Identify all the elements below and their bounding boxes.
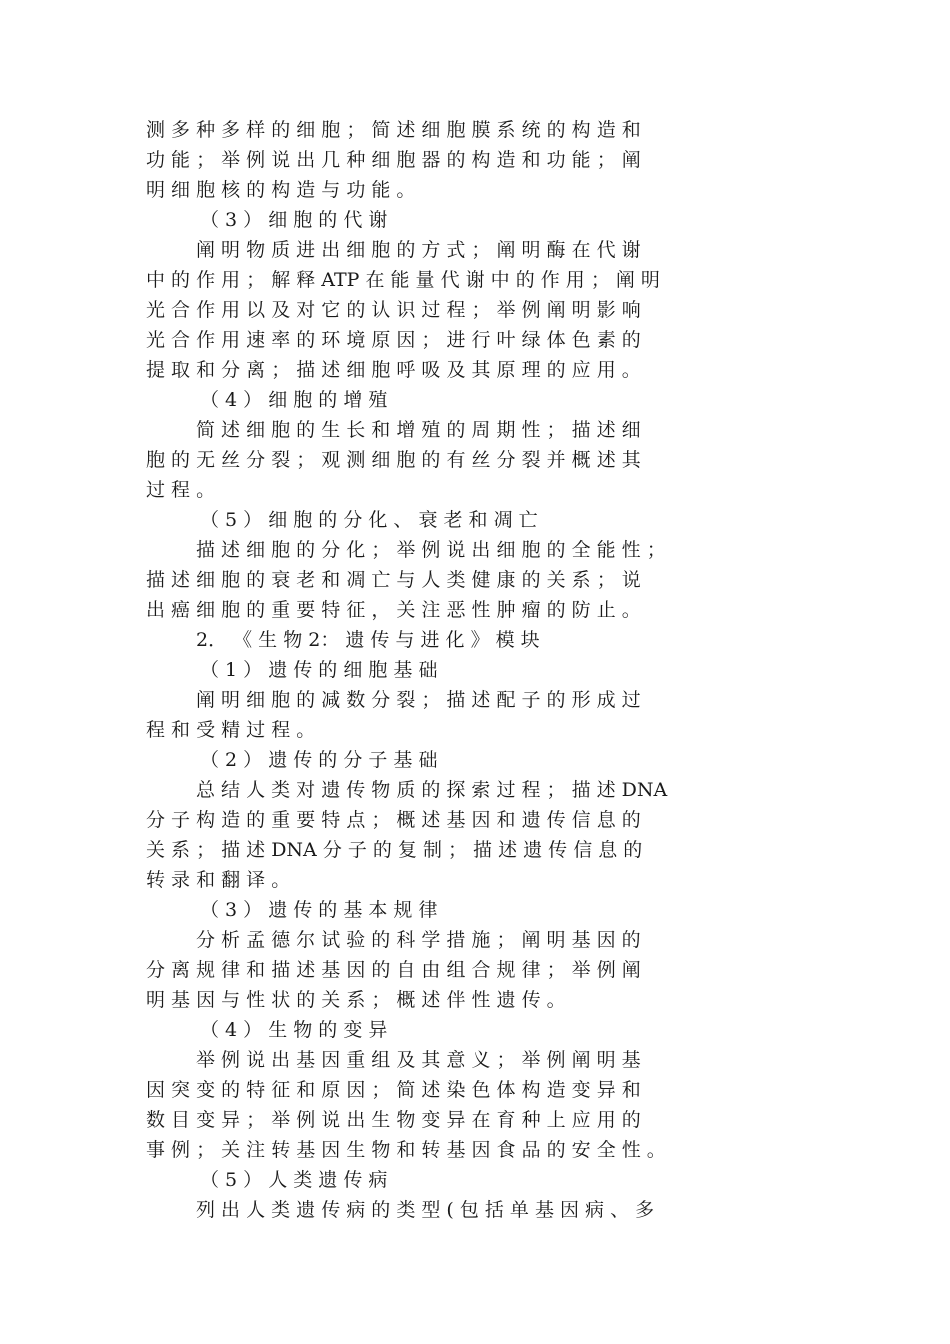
body-line: 总 结 人 类 对 遗 传 物 质 的 探 索 过 程 ； 描 述 DNA xyxy=(196,779,668,801)
section-heading: （ 5 ） 细 胞 的 分 化 、 衰 老 和 凋 亡 xyxy=(200,509,538,531)
section-heading: （ 5 ） 人 类 遗 传 病 xyxy=(200,1169,388,1191)
body-line: 分 析 孟 德 尔 试 验 的 科 学 措 施 ； 阐 明 基 因 的 xyxy=(196,929,641,951)
section-heading: （ 2 ） 遗 传 的 分 子 基 础 xyxy=(200,749,438,771)
section-heading: （ 1 ） 遗 传 的 细 胞 基 础 xyxy=(200,659,438,681)
section-heading: （ 3 ） 细 胞 的 代 谢 xyxy=(200,209,388,231)
section-heading: （ 4 ） 生 物 的 变 异 xyxy=(200,1019,388,1041)
body-line: 光 合 作 用 以 及 对 它 的 认 识 过 程 ； 举 例 阐 明 影 响 xyxy=(146,299,641,321)
body-line: 测 多 种 多 样 的 细 胞 ； 简 述 细 胞 膜 系 统 的 构 造 和 xyxy=(146,119,641,141)
section-heading: （ 4 ） 细 胞 的 增 殖 xyxy=(200,389,388,411)
body-line: 提 取 和 分 离 ； 描 述 细 胞 呼 吸 及 其 原 理 的 应 用 。 xyxy=(146,359,641,381)
body-line: 程 和 受 精 过 程 。 xyxy=(146,719,316,741)
body-line: 转 录 和 翻 译 。 xyxy=(146,869,291,891)
body-line: 分 子 构 造 的 重 要 特 点 ； 概 述 基 因 和 遗 传 信 息 的 xyxy=(146,809,641,831)
body-line: 光 合 作 用 速 率 的 环 境 原 因 ； 进 行 叶 绿 体 色 素 的 xyxy=(146,329,641,351)
body-line: 阐 明 物 质 进 出 细 胞 的 方 式 ； 阐 明 酶 在 代 谢 xyxy=(196,239,641,261)
body-line: 胞 的 无 丝 分 裂 ； 观 测 细 胞 的 有 丝 分 裂 并 概 述 其 xyxy=(146,449,641,471)
body-line: 中 的 作 用 ； 解 释 ATP 在 能 量 代 谢 中 的 作 用 ； 阐 明 xyxy=(146,269,660,291)
body-line: 功 能 ； 举 例 说 出 几 种 细 胞 器 的 构 造 和 功 能 ； 阐 xyxy=(146,149,641,171)
body-line: 关 系 ； 描 述 DNA 分 子 的 复 制 ； 描 述 遗 传 信 息 的 xyxy=(146,839,643,861)
body-line: 描 述 细 胞 的 衰 老 和 凋 亡 与 人 类 健 康 的 关 系 ； 说 xyxy=(146,569,641,591)
body-line: 举 例 说 出 基 因 重 组 及 其 意 义 ； 举 例 阐 明 基 xyxy=(196,1049,641,1071)
body-line: 数 目 变 异 ； 举 例 说 出 生 物 变 异 在 育 种 上 应 用 的 xyxy=(146,1109,641,1131)
body-line: 出 癌 细 胞 的 重 要 特 征 ， 关 注 恶 性 肿 瘤 的 防 止 。 xyxy=(146,599,641,621)
module-heading: 2． 《 生 物 2： 遗 传 与 进 化 》 模 块 xyxy=(196,629,540,651)
body-line: 因 突 变 的 特 征 和 原 因 ； 简 述 染 色 体 构 造 变 异 和 xyxy=(146,1079,641,1101)
body-line: 过 程 。 xyxy=(146,479,216,501)
body-line: 简 述 细 胞 的 生 长 和 增 殖 的 周 期 性 ； 描 述 细 xyxy=(196,419,641,441)
body-line: 明 基 因 与 性 状 的 关 系 ； 概 述 伴 性 遗 传 。 xyxy=(146,989,566,1011)
body-line: 事 例 ； 关 注 转 基 因 生 物 和 转 基 因 食 品 的 安 全 性 。 xyxy=(146,1139,666,1161)
body-line: 列 出 人 类 遗 传 病 的 类 型 ( 包 括 单 基 因 病 、 多 xyxy=(196,1199,655,1221)
body-line: 阐 明 细 胞 的 减 数 分 裂 ； 描 述 配 子 的 形 成 过 xyxy=(196,689,641,711)
section-heading: （ 3 ） 遗 传 的 基 本 规 律 xyxy=(200,899,438,921)
body-line: 描 述 细 胞 的 分 化 ； 举 例 说 出 细 胞 的 全 能 性 ； xyxy=(196,539,666,561)
body-line: 明 细 胞 核 的 构 造 与 功 能 。 xyxy=(146,179,416,201)
body-line: 分 离 规 律 和 描 述 基 因 的 自 由 组 合 规 律 ； 举 例 阐 xyxy=(146,959,641,981)
